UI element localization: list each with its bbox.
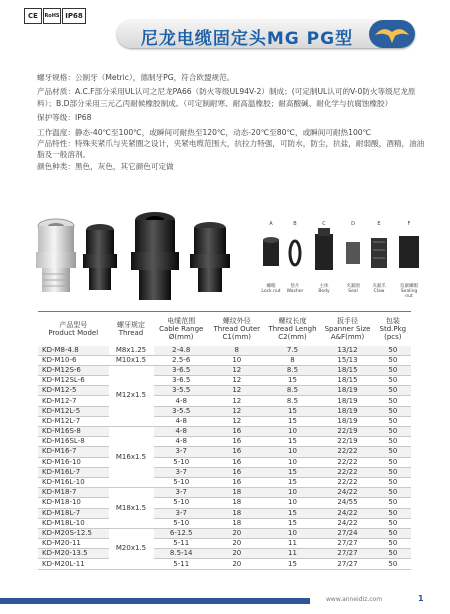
spec-colors: 颜色种类：黑色，灰色，其它颜色可定做 bbox=[37, 161, 174, 171]
cell-range: 5-10 bbox=[154, 457, 209, 467]
page-number: 1 bbox=[418, 594, 424, 603]
cell-length: 11 bbox=[265, 539, 321, 549]
product-description bbox=[37, 72, 427, 172]
header-thread-outer: 螺纹外径 Thread Outer C1(mm) bbox=[209, 312, 265, 346]
part-f-letter: F bbox=[407, 221, 411, 227]
cell-outer: 18 bbox=[209, 498, 265, 508]
cell-model: KD-M12S-6 bbox=[38, 365, 109, 375]
cell-spanner: 18/15 bbox=[320, 365, 374, 375]
eagle-icon bbox=[373, 23, 411, 45]
table-row bbox=[38, 386, 411, 396]
cell-model: KD-M12SL-6 bbox=[38, 376, 109, 386]
cell-spanner: 24/22 bbox=[320, 508, 374, 518]
header-model: 产品型号 Product Model bbox=[38, 312, 109, 346]
black-gland-image-3 bbox=[190, 222, 230, 292]
cell-pkg: 50 bbox=[375, 386, 411, 396]
cell-outer: 20 bbox=[209, 539, 265, 549]
cell-outer: 18 bbox=[209, 488, 265, 498]
cell-length: 15 bbox=[265, 437, 321, 447]
table-row bbox=[38, 488, 411, 498]
cell-model: KD-M18L-7 bbox=[38, 508, 109, 518]
cell-spanner: 13/12 bbox=[320, 346, 374, 356]
table-row bbox=[38, 549, 411, 559]
white-gland-image bbox=[36, 219, 76, 292]
cell-pkg: 50 bbox=[375, 508, 411, 518]
spec-features: 产品特性：特殊夹紧爪与夹紧圈之设计，夹紧电缆范围大，抗拉力特强，可防水，防尘，抗盐，耐弱酸，酒精，油油脂及一般溶剂。 bbox=[37, 139, 425, 160]
cell-model: KD-M12-7 bbox=[38, 396, 109, 406]
black-gland-image-1 bbox=[83, 224, 117, 290]
rohs-mark: RoHS bbox=[43, 8, 61, 24]
cell-length: 15 bbox=[265, 416, 321, 426]
table-row bbox=[38, 467, 411, 477]
part-d-label: 夹紧圈 Seal bbox=[346, 284, 360, 294]
cell-model: KD-M18-10 bbox=[38, 498, 109, 508]
header-std-pkg: 包装 Std.Pkg (pcs) bbox=[375, 312, 411, 346]
cell-range: 4-8 bbox=[154, 416, 209, 426]
cell-range: 3-5.5 bbox=[154, 406, 209, 416]
header-thread: 螺牙规定 Thread bbox=[109, 312, 154, 346]
cell-length: 15 bbox=[265, 508, 321, 518]
cell-pkg: 50 bbox=[375, 355, 411, 365]
cell-range: 5-10 bbox=[154, 518, 209, 528]
cell-range: 5-11 bbox=[154, 539, 209, 549]
cell-outer: 20 bbox=[209, 549, 265, 559]
table-row bbox=[38, 477, 411, 487]
table-row bbox=[38, 396, 411, 406]
cell-pkg: 50 bbox=[375, 549, 411, 559]
cell-spanner: 22/19 bbox=[320, 437, 374, 447]
footer-url: www.anneidiz.com bbox=[326, 596, 383, 603]
cell-spanner: 15/13 bbox=[320, 355, 374, 365]
table-row bbox=[38, 355, 411, 365]
cell-spanner: 22/19 bbox=[320, 427, 374, 437]
cell-model: KD-M16-7 bbox=[38, 447, 109, 457]
cell-outer: 16 bbox=[209, 467, 265, 477]
cell-spanner: 27/27 bbox=[320, 539, 374, 549]
part-c-letter: C bbox=[322, 221, 326, 227]
cell-outer: 10 bbox=[209, 355, 265, 365]
table-row bbox=[38, 518, 411, 528]
cell-pkg: 50 bbox=[375, 559, 411, 569]
part-a-letter: A bbox=[269, 221, 273, 227]
cell-pkg: 50 bbox=[375, 416, 411, 426]
title-bar bbox=[117, 20, 415, 48]
cell-outer: 12 bbox=[209, 386, 265, 396]
cell-pkg: 50 bbox=[375, 396, 411, 406]
cell-pkg: 50 bbox=[375, 477, 411, 487]
cell-pkg: 50 bbox=[375, 427, 411, 437]
header-cable-range: 电缆范围 Cable Range Ø(mm) bbox=[154, 312, 209, 346]
cell-model: KD-M16SL-8 bbox=[38, 437, 109, 447]
table-row bbox=[38, 427, 411, 437]
exploded-parts-drawing bbox=[258, 222, 428, 282]
cell-model: KD-M20-13.5 bbox=[38, 549, 109, 559]
cell-pkg: 50 bbox=[375, 346, 411, 356]
header-thread-length: 螺纹长度 Thread Lengh C2(mm) bbox=[265, 312, 321, 346]
cell-spanner: 22/22 bbox=[320, 477, 374, 487]
cell-outer: 18 bbox=[209, 518, 265, 528]
cell-range: 2.5-6 bbox=[154, 355, 209, 365]
table-row bbox=[38, 457, 411, 467]
cell-spanner: 27/27 bbox=[320, 559, 374, 569]
cell-outer: 20 bbox=[209, 528, 265, 538]
cell-range: 4-8 bbox=[154, 396, 209, 406]
cell-length: 10 bbox=[265, 488, 321, 498]
cell-length: 15 bbox=[265, 518, 321, 528]
cell-spanner: 18/15 bbox=[320, 376, 374, 386]
cell-length: 8.5 bbox=[265, 386, 321, 396]
cell-outer: 18 bbox=[209, 508, 265, 518]
cell-model: KD-M8-4.8 bbox=[38, 346, 109, 356]
cell-model: KD-M10-6 bbox=[38, 355, 109, 365]
cell-outer: 12 bbox=[209, 365, 265, 375]
exploded-view bbox=[258, 222, 428, 307]
spec-table bbox=[38, 311, 411, 570]
cell-thread: M12x1.5 bbox=[109, 365, 154, 426]
cell-outer: 12 bbox=[209, 416, 265, 426]
cell-range: 5-11 bbox=[154, 559, 209, 569]
cell-outer: 12 bbox=[209, 376, 265, 386]
table-row bbox=[38, 539, 411, 549]
cell-length: 15 bbox=[265, 477, 321, 487]
page-title: 尼龙电缆固定头MG PG型 bbox=[140, 29, 354, 49]
cell-pkg: 50 bbox=[375, 518, 411, 528]
cell-range: 5-10 bbox=[154, 498, 209, 508]
cell-outer: 20 bbox=[209, 559, 265, 569]
cell-thread: M10x1.5 bbox=[109, 355, 154, 365]
spec-thread: 螺牙规格：公制牙（Metric），德制牙PG，符合欧盟规范。 bbox=[37, 73, 235, 82]
cell-pkg: 50 bbox=[375, 457, 411, 467]
cell-spanner: 18/19 bbox=[320, 406, 374, 416]
cell-length: 15 bbox=[265, 376, 321, 386]
cell-spanner: 24/22 bbox=[320, 518, 374, 528]
cell-length: 10 bbox=[265, 457, 321, 467]
cell-outer: 16 bbox=[209, 447, 265, 457]
cell-thread: M8x1.25 bbox=[109, 346, 154, 356]
part-b-letter: B bbox=[293, 221, 297, 227]
cell-pkg: 50 bbox=[375, 498, 411, 508]
cell-pkg: 50 bbox=[375, 528, 411, 538]
part-c-label: 主体 Body bbox=[318, 284, 330, 294]
table-row bbox=[38, 508, 411, 518]
part-e-letter: E bbox=[377, 221, 381, 227]
cell-range: 3-7 bbox=[154, 467, 209, 477]
cell-outer: 12 bbox=[209, 396, 265, 406]
cell-range: 2-4.8 bbox=[154, 346, 209, 356]
black-gland-image-2 bbox=[131, 212, 179, 300]
spec-protection: 保护等级：IP68 bbox=[37, 113, 92, 123]
cell-length: 8.5 bbox=[265, 396, 321, 406]
cell-model: KD-M12-5 bbox=[38, 386, 109, 396]
cell-length: 10 bbox=[265, 528, 321, 538]
cell-model: KD-M12L-5 bbox=[38, 406, 109, 416]
cell-spanner: 18/19 bbox=[320, 396, 374, 406]
part-d-letter: D bbox=[351, 221, 355, 227]
cell-model: KD-M16S-8 bbox=[38, 427, 109, 437]
table-row bbox=[38, 365, 411, 375]
cell-pkg: 50 bbox=[375, 488, 411, 498]
cell-spanner: 22/22 bbox=[320, 467, 374, 477]
cell-model: KD-M20S-12.5 bbox=[38, 528, 109, 538]
part-f-label: 迫紧螺帽 Sealing nut bbox=[400, 284, 418, 299]
table-row bbox=[38, 528, 411, 538]
table-row bbox=[38, 376, 411, 386]
cell-spanner: 24/22 bbox=[320, 488, 374, 498]
cell-spanner: 27/24 bbox=[320, 528, 374, 538]
cell-outer: 16 bbox=[209, 457, 265, 467]
cell-pkg: 50 bbox=[375, 447, 411, 457]
cell-range: 3-6.5 bbox=[154, 376, 209, 386]
footer-bar bbox=[0, 598, 310, 604]
cell-length: 7.5 bbox=[265, 346, 321, 356]
cell-spanner: 27/27 bbox=[320, 549, 374, 559]
cell-model: KD-M16L-7 bbox=[38, 467, 109, 477]
cell-model: KD-M16L-10 bbox=[38, 477, 109, 487]
cell-length: 10 bbox=[265, 427, 321, 437]
cell-thread: M20x1.5 bbox=[109, 528, 154, 569]
header-spanner-size: 扳手径 Spanner Size A&F(mm) bbox=[320, 312, 374, 346]
cell-pkg: 50 bbox=[375, 437, 411, 447]
table-row bbox=[38, 437, 411, 447]
table-row bbox=[38, 406, 411, 416]
cell-model: KD-M18L-10 bbox=[38, 518, 109, 528]
cell-range: 3-5.5 bbox=[154, 386, 209, 396]
cell-model: KD-M20-11 bbox=[38, 539, 109, 549]
table-row bbox=[38, 416, 411, 426]
cell-outer: 16 bbox=[209, 437, 265, 447]
cell-outer: 16 bbox=[209, 477, 265, 487]
cell-range: 8.5-14 bbox=[154, 549, 209, 559]
cell-model: KD-M20L-11 bbox=[38, 559, 109, 569]
spec-temperature: 工作温度：静态-40℃至100℃，或瞬间可耐热至120℃，动态-20℃至80℃，或瞬间可耐热100℃ bbox=[37, 127, 372, 137]
cell-length: 10 bbox=[265, 447, 321, 457]
cell-spanner: 22/22 bbox=[320, 447, 374, 457]
cell-pkg: 50 bbox=[375, 376, 411, 386]
cell-thread: M16x1.5 bbox=[109, 427, 154, 488]
cell-thread: M18x1.5 bbox=[109, 488, 154, 529]
cell-length: 11 bbox=[265, 549, 321, 559]
brand-logo bbox=[369, 20, 415, 48]
cell-range: 5-10 bbox=[154, 477, 209, 487]
cell-range: 3-7 bbox=[154, 508, 209, 518]
cell-range: 3-7 bbox=[154, 488, 209, 498]
cell-length: 8.5 bbox=[265, 365, 321, 375]
part-b-label: 垫片 Washer bbox=[286, 284, 304, 294]
cell-outer: 12 bbox=[209, 406, 265, 416]
cell-length: 8 bbox=[265, 355, 321, 365]
cell-model: KD-M16-10 bbox=[38, 457, 109, 467]
cell-spanner: 18/19 bbox=[320, 386, 374, 396]
table-row bbox=[38, 447, 411, 457]
ce-mark: CE bbox=[24, 8, 42, 24]
cell-range: 4-8 bbox=[154, 437, 209, 447]
table-row bbox=[38, 346, 411, 356]
cell-length: 15 bbox=[265, 559, 321, 569]
cell-pkg: 50 bbox=[375, 365, 411, 375]
cell-model: KD-M18-7 bbox=[38, 488, 109, 498]
cell-range: 6-12.5 bbox=[154, 528, 209, 538]
cell-spanner: 22/22 bbox=[320, 457, 374, 467]
table-row bbox=[38, 559, 411, 569]
cell-range: 3-7 bbox=[154, 447, 209, 457]
cell-pkg: 50 bbox=[375, 539, 411, 549]
cell-pkg: 50 bbox=[375, 467, 411, 477]
cell-length: 15 bbox=[265, 467, 321, 477]
table-body bbox=[38, 346, 411, 570]
cell-model: KD-M12L-7 bbox=[38, 416, 109, 426]
table-header-row bbox=[38, 312, 411, 346]
cell-spanner: 24/55 bbox=[320, 498, 374, 508]
cell-outer: 8 bbox=[209, 346, 265, 356]
cell-length: 15 bbox=[265, 406, 321, 416]
cell-outer: 16 bbox=[209, 427, 265, 437]
cell-length: 10 bbox=[265, 498, 321, 508]
ip68-mark: IP68 bbox=[62, 8, 86, 24]
product-photo bbox=[30, 208, 260, 308]
cell-range: 3-6.5 bbox=[154, 365, 209, 375]
table-row bbox=[38, 498, 411, 508]
spec-material: 产品材质：A.C.F部分采用UL认可之尼龙PA66（防火等级UL94V-2）制成；(可定制UL认可的V-0防火等级尼龙原料）；B.D部分采用三元乙丙耐候橡胶制成。（可定制耐寒、耐高温橡胶；耐高酸碱、耐化学与抗腐蚀橡胶） bbox=[37, 87, 416, 108]
footer bbox=[0, 594, 450, 614]
part-a-label: 螺帽 Lock nut bbox=[261, 284, 281, 294]
cell-range: 4-8 bbox=[154, 427, 209, 437]
cell-pkg: 50 bbox=[375, 406, 411, 416]
part-e-label: 夹紧爪 Claw bbox=[372, 284, 386, 294]
cell-spanner: 18/19 bbox=[320, 416, 374, 426]
